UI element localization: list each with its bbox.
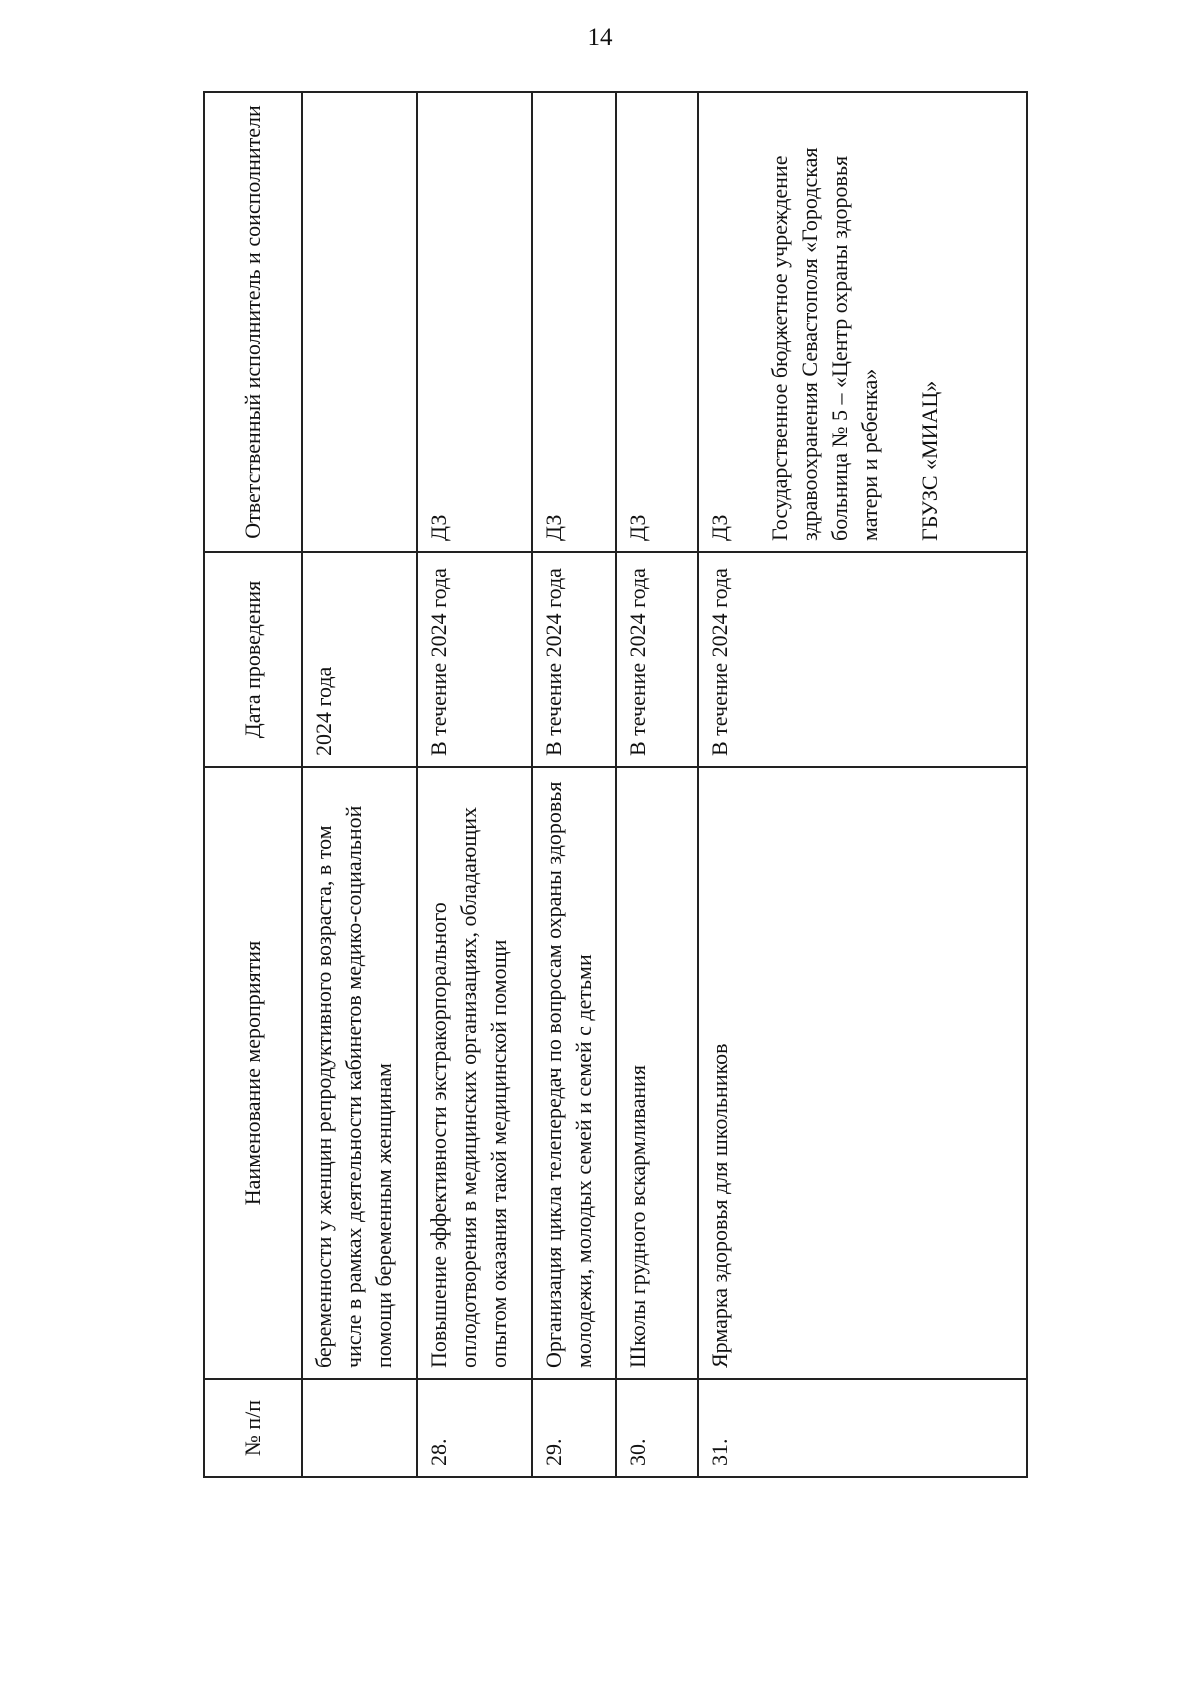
table-row-28: [417, 92, 532, 1477]
row-name: Школы грудного вскармливания: [616, 767, 698, 1379]
row-date: В течение 2024 года: [417, 552, 532, 767]
row-date: В течение 2024 года: [532, 552, 616, 767]
table-header-row: [204, 92, 302, 1477]
row-number: [302, 1379, 417, 1477]
executor-line: ГБУЗС «МИАЦ»: [917, 380, 942, 541]
row-name: Ярмарка здоровья для школьников: [698, 767, 1027, 1379]
row-executor: [698, 92, 1027, 552]
page-number: 14: [587, 24, 613, 51]
row-number: 28.: [417, 1379, 532, 1477]
rotated-sheet: [203, 93, 1026, 1478]
row-number: 29.: [532, 1379, 616, 1477]
table-frame: [203, 93, 1026, 1478]
row-date: 2024 года: [302, 552, 417, 767]
table-row-29: [532, 92, 616, 1477]
row-name: беременности у женщин репродуктивного возраста, в том числе в рамках деятельности кабинетов медико-социальной помощи беременным женщинам: [302, 767, 417, 1379]
row-name: Повышение эффективности экстракорпорального оплодотворения в медицинских организациях, обладающих опытом оказания такой медицинской помощи: [417, 767, 532, 1379]
header-executor: Ответственный исполнитель и соисполнители: [204, 92, 302, 552]
row-executor: [302, 92, 417, 552]
executor-line: ДЗ: [426, 514, 451, 541]
executor-line: Государственное бюджетное учреждение здравоохранения Севастополя «Городская больница № 5 – «Центр охраны здоровья матери и ребенка»: [767, 147, 882, 541]
table-row-31: [698, 92, 1027, 1477]
executor-line: ДЗ: [541, 514, 566, 541]
row-executor: [616, 92, 698, 552]
schedule-table: [203, 91, 1028, 1478]
header-number: № п/п: [204, 1379, 302, 1477]
table-row-continued: [302, 92, 417, 1477]
row-executor: [532, 92, 616, 552]
spacer: [885, 103, 915, 541]
row-name: Организация цикла телепередач по вопросам охраны здоровья молодежи, молодых семей и семей с детьми: [532, 767, 616, 1379]
table-row-30: [616, 92, 698, 1477]
row-number: 30.: [616, 1379, 698, 1477]
executor-line: ДЗ: [707, 514, 732, 541]
executor-line: ДЗ: [625, 514, 650, 541]
row-executor: [417, 92, 532, 552]
header-name: Наименование мероприятия: [204, 767, 302, 1379]
row-number: 31.: [698, 1379, 1027, 1477]
spacer: [735, 103, 765, 541]
header-date: Дата проведения: [204, 552, 302, 767]
row-date: В течение 2024 года: [616, 552, 698, 767]
row-date: В течение 2024 года: [698, 552, 1027, 767]
